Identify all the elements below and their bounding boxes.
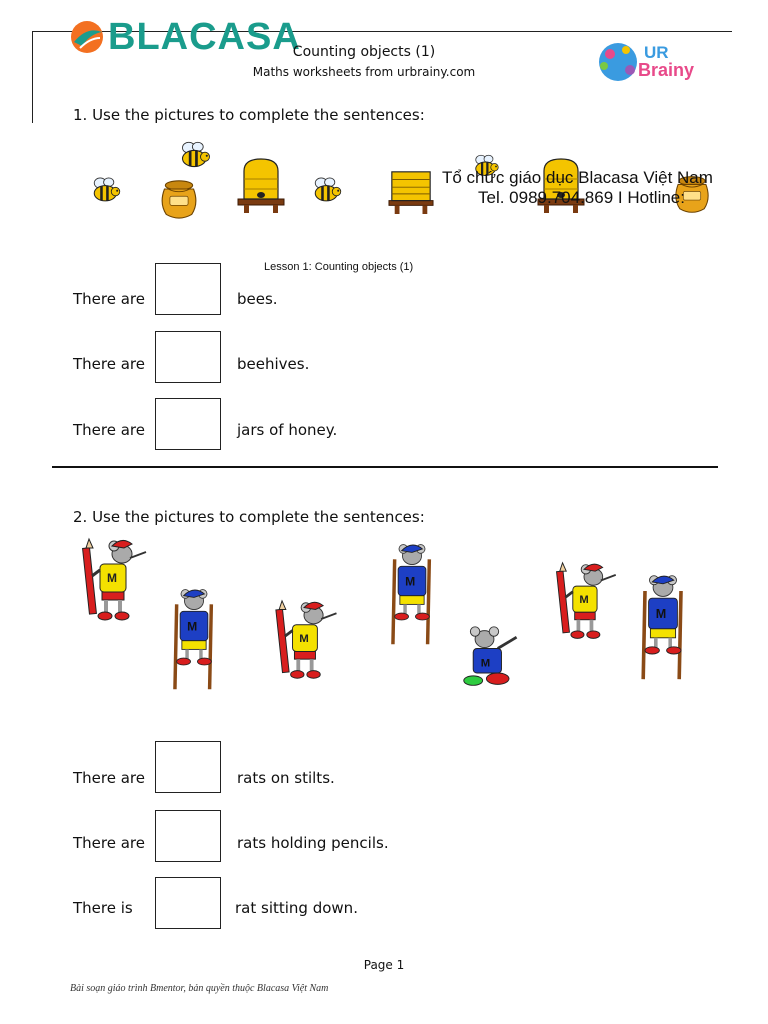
sentence-suffix: rats holding pencils. xyxy=(237,834,389,852)
svg-text:Brainy: Brainy xyxy=(638,60,695,80)
sentence-suffix: bees. xyxy=(237,290,278,308)
answer-box-honey-jars[interactable] xyxy=(155,398,221,450)
sentence-suffix: jars of honey. xyxy=(237,421,338,439)
answer-box-beehives[interactable] xyxy=(155,331,221,383)
rat-on-stilts-icon xyxy=(386,538,438,650)
page-number: Page 1 xyxy=(363,958,405,972)
page-title: Counting objects (1) xyxy=(292,44,436,60)
section2-title: 2. Use the pictures to complete the sentences: xyxy=(73,508,425,526)
footer-note: Bài soạn giáo trình Bmentor, bản quyền thuộc Blacasa Việt Nam xyxy=(70,983,329,994)
sentence-prefix: There is xyxy=(73,899,133,917)
honey-jar-icon xyxy=(159,178,199,220)
answer-box-rats-pencils[interactable] xyxy=(155,810,221,862)
bee-icon xyxy=(311,174,345,204)
bee-icon xyxy=(90,174,124,204)
watermark-line2: Tel. 0989.704.869 I Hotline: xyxy=(478,188,685,207)
beehive-icon xyxy=(236,156,286,214)
page-subtitle: Maths worksheets from urbrainy.com xyxy=(252,65,476,79)
sentence-prefix: There are xyxy=(73,290,145,308)
rat-sitting-icon xyxy=(460,622,526,692)
watermark-line1: Tổ chức giáo dục Blacasa Việt Nam xyxy=(442,168,713,187)
answer-box-rat-sitting[interactable] xyxy=(155,877,221,929)
answer-box-bees[interactable] xyxy=(155,263,221,315)
section1-title: 1. Use the pictures to complete the sentences: xyxy=(73,106,425,124)
urbrainy-logo xyxy=(596,36,710,84)
sentence-suffix: rats on stilts. xyxy=(237,769,335,787)
brand-name: BLACASA xyxy=(108,16,301,58)
sentence-suffix: beehives. xyxy=(237,355,310,373)
sentence-prefix: There are xyxy=(73,769,145,787)
rat-with-pencil-icon xyxy=(264,598,344,684)
bee-icon xyxy=(178,138,214,170)
rat-with-pencil-icon xyxy=(72,536,152,626)
sentence-prefix: There are xyxy=(73,355,145,373)
sentence-prefix: There are xyxy=(73,834,145,852)
rat-on-stilts-icon xyxy=(636,570,690,684)
rat-with-pencil-icon xyxy=(544,560,624,644)
beehive-icon xyxy=(386,168,436,214)
sentence-prefix: There are xyxy=(73,421,145,439)
sentence-suffix: rat sitting down. xyxy=(235,899,358,917)
rat-on-stilts-icon xyxy=(168,582,220,696)
lesson-label: Lesson 1: Counting objects (1) xyxy=(264,261,414,273)
answer-box-rats-on-stilts[interactable] xyxy=(155,741,221,793)
svg-text:UR: UR xyxy=(644,43,669,62)
section-divider xyxy=(52,466,718,468)
